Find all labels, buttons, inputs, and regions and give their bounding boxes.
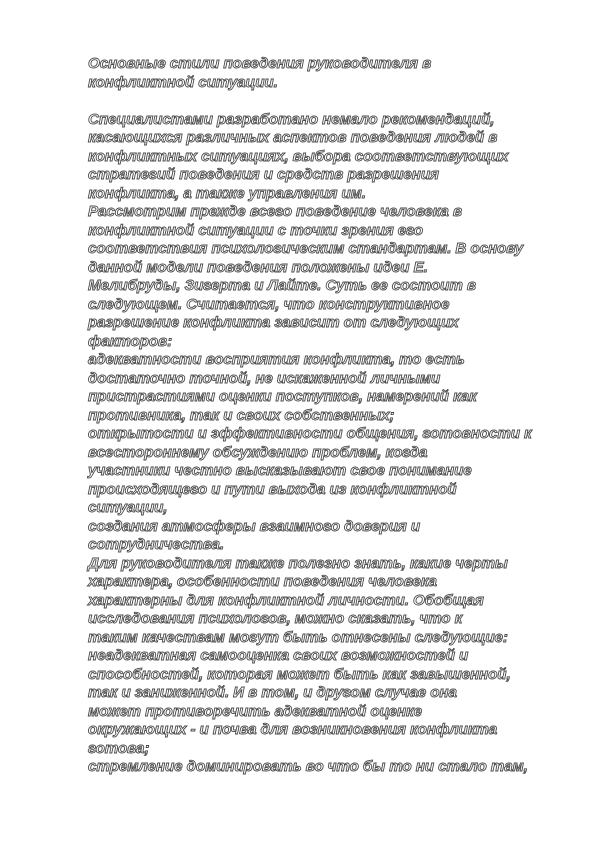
body-line: адекватности восприятия конфликта, то есть [88, 351, 465, 368]
body-line: характерны для конфликтной личности. Обобщая [88, 591, 484, 609]
body-line: происходящего и пути выхода из конфликтной [88, 480, 457, 498]
body-line: соответствия психологическим стандартам. В основу [88, 240, 524, 257]
body-line: стремление доминировать во что бы то ни стало там, [88, 758, 528, 775]
body-line: следующем. Считается, что конструктивное [88, 295, 450, 313]
body-line: Специалистами разработано немало рекомендаций, [88, 110, 495, 128]
body-line: создания атмосферы взаимного доверия и [88, 517, 421, 535]
body-line: сотрудничества. [88, 536, 224, 553]
body-line: Рассмотрим прежде всего поведение человека в [88, 203, 462, 220]
body-line: противника, так и своих собственных; [88, 406, 395, 424]
document-text [88, 55, 558, 777]
body-line: характера, особенности поведения человека [88, 573, 437, 590]
body-line: неадекватная самооценка своих возможностей и [88, 647, 469, 664]
body-line: исследования психологов, можно сказать, что к [88, 610, 463, 627]
body-line: окружающих - и почва для возникновения конфликта [88, 721, 498, 738]
body-line: участники честно высказывают свое понимание [88, 462, 472, 479]
body-line: факторов: [88, 332, 173, 350]
heading-line: конфликтной ситуации. [88, 73, 278, 91]
paragraph-spacer [88, 92, 558, 111]
body-line: так и заниженной. И в том, и другом случае она [88, 684, 457, 701]
body-line: Для руководителя также полезно знать, какие черты [88, 554, 508, 572]
body-line: достаточно точной, не искаженной личными [88, 369, 441, 387]
heading-line: Основные стили поведения руководителя в [88, 55, 432, 72]
body-line: открытости и эффективности общения, готовности к [88, 425, 532, 442]
body-line: разрешение конфликта зависит от следующих [88, 314, 459, 331]
body-line: готова; [88, 739, 150, 757]
body-line: способностей, которая может быть как завышенной, [88, 665, 511, 683]
body-line: касающихся различных аспектов поведения людей в [88, 129, 498, 146]
body-line: таким качествам могут быть отнесены следующие: [88, 628, 508, 646]
body-line: пристрастиями оценки поступков, намерений как [88, 388, 477, 405]
body-line: стратегий поведения и средств разрешения [88, 166, 439, 183]
body-line: конфликтных ситуациях, выбора соответствующих [88, 147, 509, 165]
body-line: может противоречить адекватной оценке [88, 702, 422, 720]
body-line: данной модели поведения положены идеи Е. [88, 258, 428, 276]
body-line: конфликтной ситуации с точки зрения его [88, 221, 423, 239]
body-line: конфликта, а также управления им. [88, 184, 366, 202]
body-line: всестороннему обсуждению проблем, когда [88, 443, 428, 461]
body-line: ситуации, [88, 499, 168, 516]
body-line: Мелибруды, Зигерта и Лайте. Суть ее состоит в [88, 277, 476, 294]
